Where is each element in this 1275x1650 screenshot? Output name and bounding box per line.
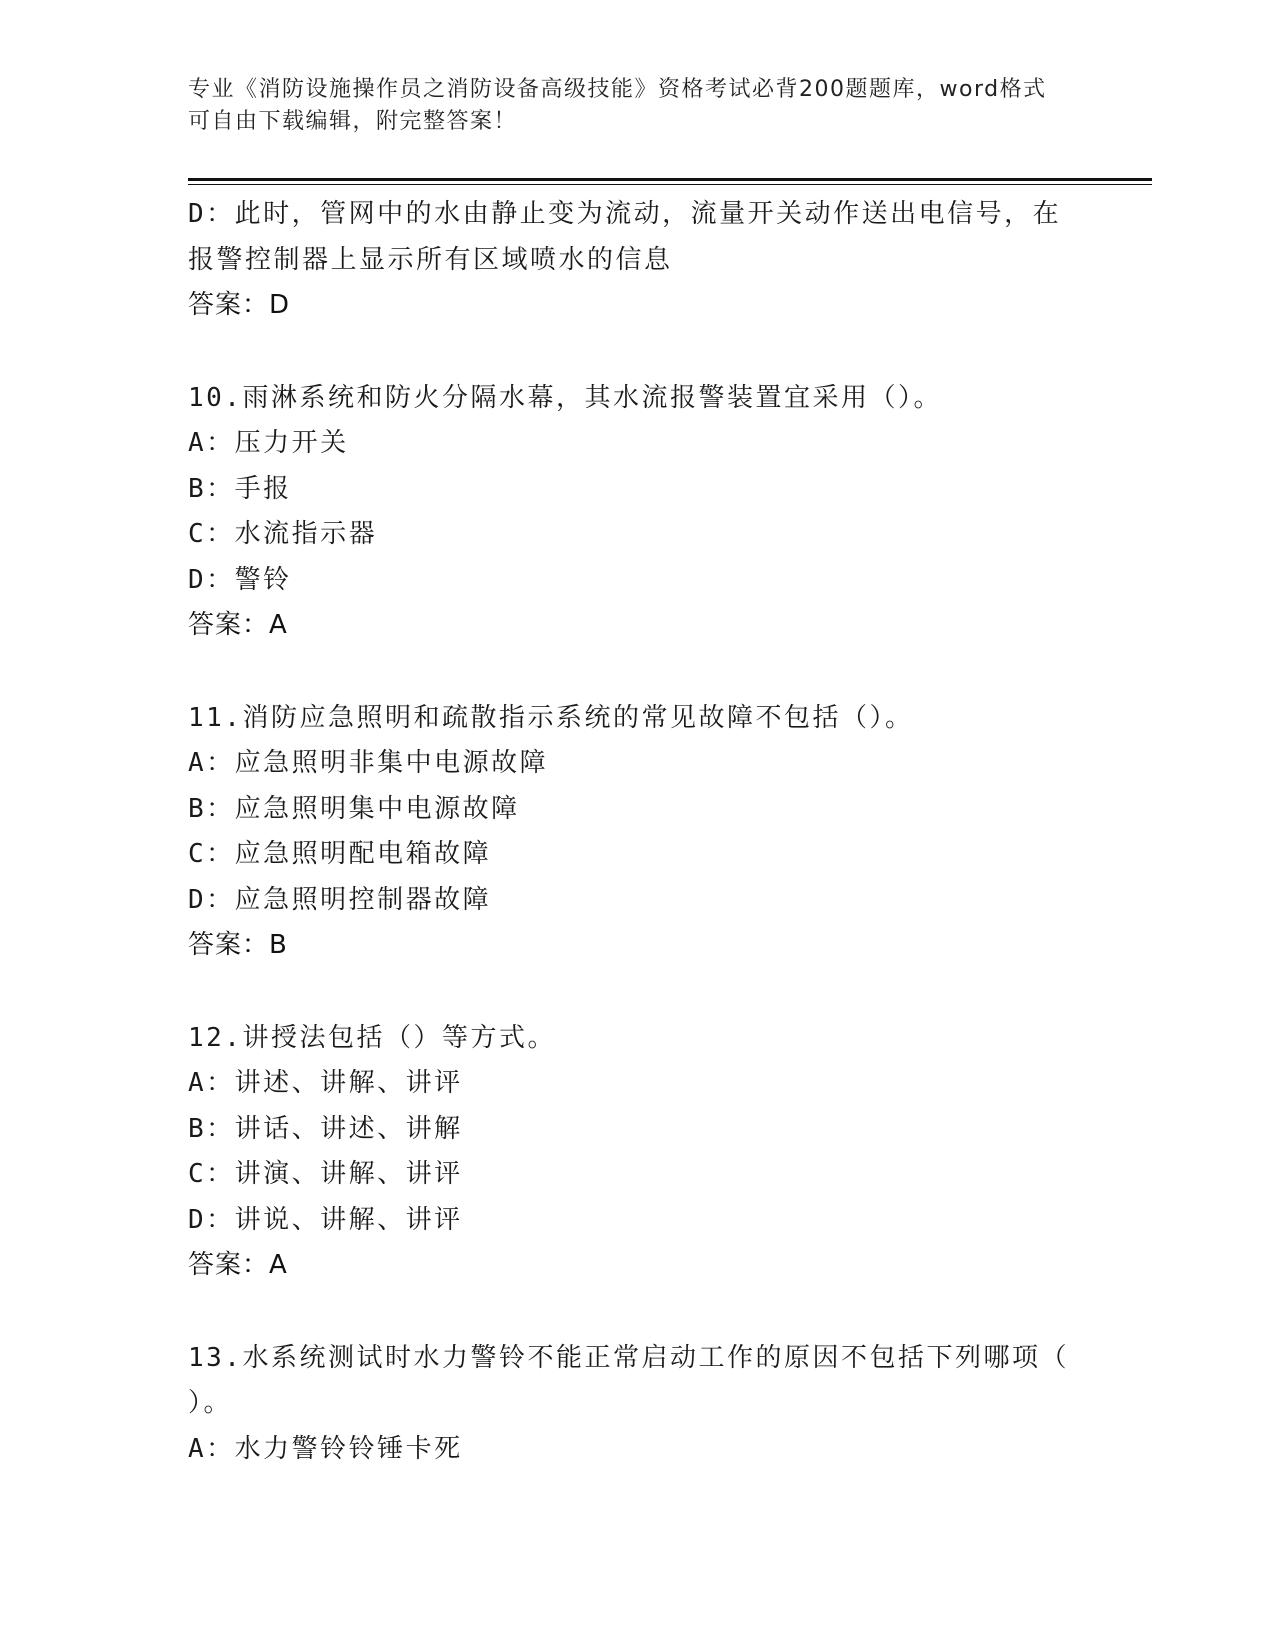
option-d: D：讲说、讲解、讲评 (188, 1204, 463, 1235)
option-b: B：应急照明集中电源故障 (188, 793, 520, 824)
option-c: C：讲演、讲解、讲评 (188, 1159, 463, 1189)
option-a: A：应急照明非集中电源故障 (188, 748, 549, 778)
question-block-10 (188, 376, 1088, 649)
question-text: 12.讲授法包括（）等方式。 (188, 1022, 556, 1053)
option-d-line-1: D：此时，管网中的水由静止变为流动，流量开关动作送出电信号，在 (188, 199, 1062, 229)
answer-line: 答案：D (188, 290, 291, 320)
question-text-line-1: 13.水系统测试时水力警铃不能正常启动工作的原因不包括下列哪项（ (188, 1342, 1069, 1373)
question-text: 10.雨淋系统和防火分隔水幕，其水流报警装置宜采用（）。 (188, 382, 942, 413)
header-divider-thick (188, 178, 1152, 181)
answer-line: 答案：B (188, 930, 288, 960)
option-c: C：水流指示器 (188, 519, 378, 549)
question-text-line-2: ）。 (188, 1388, 233, 1418)
option-b: B：讲话、讲述、讲解 (188, 1113, 463, 1144)
document-header: 专业《消防设施操作员之消防设备高级技能》资格考试必背200题题库，word格式可自由下载编辑，附完整答案！ (188, 77, 1047, 134)
option-d-line-2: 报警控制器上显示所有区域喷水的信息 (188, 244, 673, 275)
option-b: B：手报 (188, 473, 292, 504)
question-content (188, 192, 1088, 1472)
option-c: C：应急照明配电箱故障 (188, 839, 492, 869)
answer-line: 答案：A (188, 610, 288, 640)
question-text: 11.消防应急照明和疏散指示系统的常见故障不包括（）。 (188, 702, 914, 733)
header-divider-thin (188, 184, 1152, 185)
question-block-12 (188, 1016, 1088, 1289)
option-d: D：警铃 (188, 564, 292, 595)
answer-line: 答案：A (188, 1250, 288, 1280)
question-block-13 (188, 1336, 1088, 1473)
option-d: D：应急照明控制器故障 (188, 884, 492, 915)
question-block-previous (188, 192, 1088, 329)
option-a: A：讲述、讲解、讲评 (188, 1068, 463, 1098)
option-a: A：水力警铃铃锤卡死 (188, 1433, 463, 1464)
option-a: A：压力开关 (188, 428, 349, 458)
question-block-11 (188, 696, 1088, 969)
